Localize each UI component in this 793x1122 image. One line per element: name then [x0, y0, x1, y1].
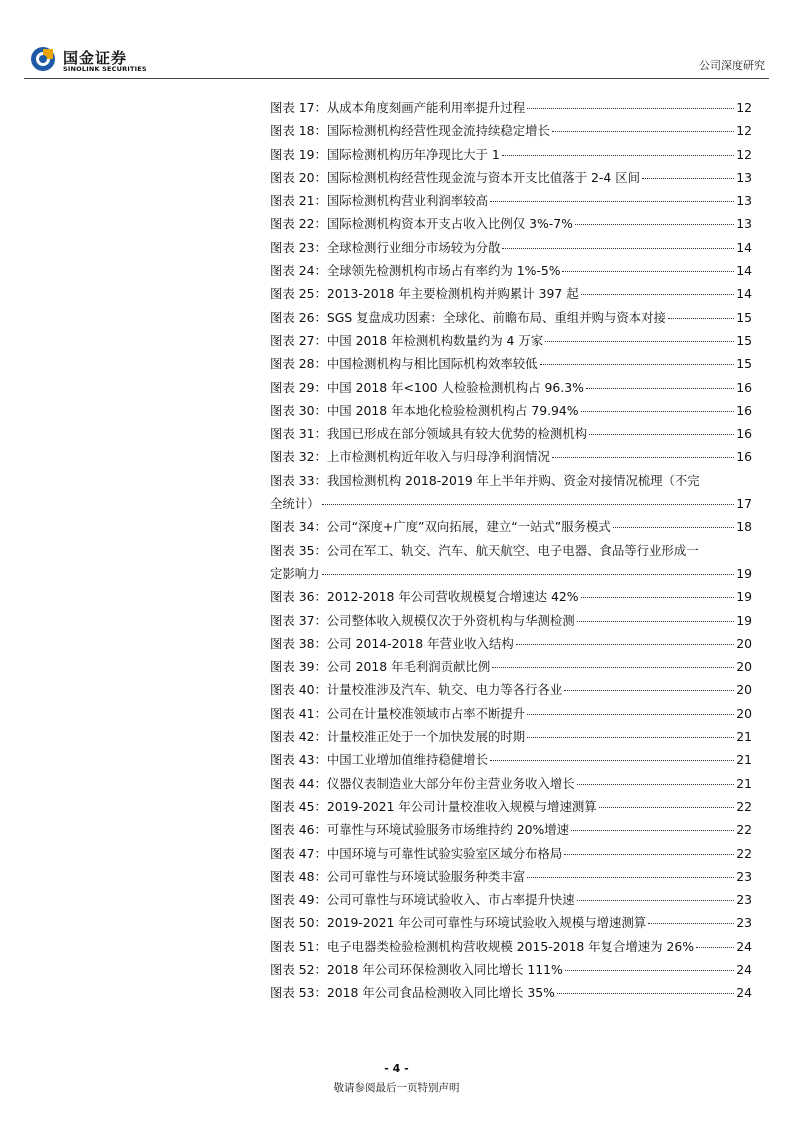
toc-entry[interactable]	[270, 795, 752, 818]
toc-entry[interactable]	[270, 469, 752, 516]
toc-entry-title: 计量校准正处于一个加快发展的时期	[326, 729, 526, 745]
toc-entry[interactable]	[270, 399, 752, 422]
toc-entry-title: 中国环境与可靠性试验实验室区域分布格局	[326, 845, 563, 861]
toc-entry-prefix: 图表 45：	[270, 798, 327, 814]
toc-leader-dots	[696, 947, 734, 948]
toc-entry-title: 2018 年公司环保检测收入同比增长 111%	[326, 961, 563, 977]
toc-leader-dots	[490, 201, 734, 202]
toc-leader-dots	[648, 923, 734, 924]
toc-entry[interactable]	[270, 888, 752, 911]
toc-entry-page: 13	[736, 169, 752, 185]
toc-entry[interactable]	[270, 306, 752, 329]
toc-entry-prefix: 图表 43：	[270, 752, 327, 768]
toc-entry-prefix: 图表 37：	[270, 612, 327, 628]
toc-entry-title: 2013-2018 年主要检测机构并购累计 397 起	[326, 286, 579, 302]
toc-leader-dots	[586, 388, 734, 389]
toc-entry-page: 12	[736, 123, 752, 139]
toc-entry[interactable]	[270, 981, 752, 1004]
logo-text-en: SINOLINK SECURITIES	[63, 65, 147, 73]
toc-entry-prefix: 图表 33：	[270, 472, 327, 488]
toc-entry-line	[270, 376, 752, 399]
toc-entry-line	[270, 259, 752, 282]
toc-entry-line	[270, 818, 752, 841]
toc-entry-page: 15	[736, 356, 752, 372]
toc-entry-title: 中国检测机构与相比国际机构效率较低	[326, 356, 538, 372]
header-divider	[24, 78, 769, 79]
toc-entry-title: 公司“深度+广度”双向拓展，建立“一站式”服务模式	[326, 519, 611, 535]
company-logo	[30, 46, 210, 78]
toc-leader-dots	[552, 457, 734, 458]
toc-entry[interactable]	[270, 585, 752, 608]
toc-entry[interactable]	[270, 748, 752, 771]
toc-entry-prefix: 图表 34：	[270, 519, 327, 535]
toc-entry-page: 22	[736, 822, 752, 838]
page-number: - 4 -	[384, 1062, 409, 1075]
toc-entry-title: 国际检测机构经营性现金流持续稳定增长	[326, 123, 550, 139]
toc-leader-dots	[564, 854, 734, 855]
toc-leader-dots	[557, 993, 734, 994]
toc-entry[interactable]	[270, 702, 752, 725]
toc-entry-title-cont: 全统计）	[270, 496, 320, 512]
toc-entry-prefix: 图表 38：	[270, 635, 327, 651]
toc-entry[interactable]	[270, 143, 752, 166]
toc-entry[interactable]	[270, 236, 752, 259]
toc-entry-title: 从成本角度刻画产能利用率提升过程	[326, 100, 526, 115]
toc-entry[interactable]	[270, 772, 752, 795]
toc-leader-dots	[502, 155, 734, 156]
toc-leader-dots	[581, 597, 735, 598]
toc-entry-line	[270, 888, 752, 911]
toc-entry-title: 2012-2018 年公司营收规模复合增速达 42%	[326, 589, 579, 605]
toc-entry-line2	[270, 492, 752, 515]
toc-entry-title: 全球检测行业细分市场较为分散	[326, 239, 501, 255]
toc-entry-page: 18	[736, 519, 752, 535]
toc-leader-dots	[577, 900, 735, 901]
toc-entry-title: 国际检测机构历年净现比大于 1	[326, 146, 500, 162]
toc-entry-line	[270, 725, 752, 748]
toc-entry-prefix: 图表 46：	[270, 822, 327, 838]
toc-entry-title: 2018 年公司食品检测收入同比增长 35%	[326, 985, 555, 1001]
toc-entry-page: 20	[736, 682, 752, 698]
toc-entry-line	[270, 772, 752, 795]
toc-entry-title: 中国 2018 年检测机构数量约为 4 万家	[326, 332, 544, 348]
toc-entry-line	[270, 236, 752, 259]
toc-entry-title: 国际检测机构营业利润率较高	[326, 193, 488, 209]
toc-entry-page: 13	[736, 216, 752, 232]
toc-entry-page: 19	[736, 612, 752, 628]
toc-entry-line	[270, 282, 752, 305]
page-header	[24, 40, 769, 80]
toc-entry-title: 可靠性与环境试验服务市场维持约 20%增速	[326, 822, 570, 838]
toc-entry-line	[270, 329, 752, 352]
toc-leader-dots	[577, 621, 735, 622]
toc-entry-title: 公司可靠性与环境试验服务种类丰富	[326, 868, 526, 884]
toc-leader-dots	[527, 737, 734, 738]
toc-entry[interactable]	[270, 842, 752, 865]
toc-entry-title: 我国已形成在部分领域具有较大优势的检测机构	[326, 426, 588, 442]
toc-entry-title: 中国 2018 年本地化检验检测机构占 79.94%	[326, 402, 579, 418]
toc-entry-title: 公司可靠性与环境试验收入、市占率提升快速	[326, 892, 575, 908]
toc-entry-title: 电子电器类检验检测机构营收规模 2015-2018 年复合增速为 26%	[326, 938, 694, 954]
toc-entry-page: 14	[736, 286, 752, 302]
toc-entry-page: 21	[736, 729, 752, 745]
toc-entry[interactable]	[270, 958, 752, 981]
disclaimer-note: 敬请参阅最后一页特别声明	[333, 1082, 460, 1094]
toc-entry-prefix: 图表 27：	[270, 332, 327, 348]
toc-entry-prefix: 图表 53：	[270, 985, 327, 1001]
toc-entry-prefix: 图表 36：	[270, 589, 327, 605]
toc-entry-line	[270, 352, 752, 375]
toc-entry-prefix: 图表 22：	[270, 216, 327, 232]
toc-leader-dots	[575, 224, 734, 225]
toc-entry-line	[270, 609, 752, 632]
toc-entry[interactable]	[270, 655, 752, 678]
toc-entry-line	[270, 981, 752, 1004]
toc-entry-line2	[270, 562, 752, 585]
toc-entry-title: 我国检测机构 2018-2019 年上半年并购、资金对接情况梳理（不完	[326, 472, 700, 488]
toc-entry-line	[270, 795, 752, 818]
toc-entry[interactable]	[270, 632, 752, 655]
toc-entry-title: 2019-2021 年公司可靠性与环境试验收入规模与增速测算	[326, 915, 647, 931]
toc-entry-title: 公司 2018 年毛利润贡献比例	[326, 659, 491, 675]
toc-entry-prefix: 图表 47：	[270, 845, 327, 861]
toc-leader-dots	[581, 294, 735, 295]
toc-entry-page: 12	[736, 146, 752, 162]
toc-entry-line	[270, 865, 752, 888]
toc-leader-dots	[613, 527, 734, 528]
toc-entry-line	[270, 678, 752, 701]
toc-entry-title: 仪器仪表制造业大部分年份主营业务收入增长	[326, 775, 575, 791]
toc-entry-prefix: 图表 51：	[270, 938, 327, 954]
toc-leader-dots	[516, 644, 734, 645]
toc-entry-title: 公司 2014-2018 年营业收入结构	[326, 635, 514, 651]
toc-entry-line	[270, 143, 752, 166]
toc-entry[interactable]	[270, 352, 752, 375]
toc-leader-dots	[545, 341, 734, 342]
toc-entry-prefix: 图表 40：	[270, 682, 327, 698]
toc-entry-prefix: 图表 26：	[270, 309, 327, 325]
toc-entry-prefix: 图表 48：	[270, 868, 327, 884]
toc-entry[interactable]	[270, 282, 752, 305]
toc-leader-dots	[564, 690, 734, 691]
toc-entry-page: 23	[736, 892, 752, 908]
toc-entry-title: 国际检测机构经营性现金流与资本开支比值落于 2-4 区间	[326, 169, 640, 185]
toc-entry-title: 公司在军工、轨交、汽车、航天航空、电子电器、食品等行业形成一	[326, 542, 699, 558]
toc-leader-dots	[642, 178, 734, 179]
toc-entry[interactable]	[270, 96, 752, 119]
toc-entry[interactable]	[270, 189, 752, 212]
toc-entry-prefix: 图表 23：	[270, 239, 327, 255]
toc-leader-dots	[577, 784, 735, 785]
toc-leader-dots	[562, 271, 734, 272]
toc-entry-title: 公司整体收入规模仅次于外资机构与华测检测	[326, 612, 575, 628]
toc-entry-line	[270, 119, 752, 142]
toc-leader-dots	[322, 504, 735, 505]
toc-entry-prefix: 图表 41：	[270, 705, 327, 721]
toc-entry[interactable]	[270, 376, 752, 399]
toc-entry-line	[270, 632, 752, 655]
toc-entry-page: 24	[736, 985, 752, 1001]
toc-entry-page: 16	[736, 402, 752, 418]
report-type-label: 公司深度研究	[699, 59, 765, 72]
toc-entry-line	[270, 935, 752, 958]
toc-entry[interactable]	[270, 422, 752, 445]
toc-entry-line	[270, 585, 752, 608]
toc-entry-page: 20	[736, 705, 752, 721]
toc-entry[interactable]	[270, 609, 752, 632]
toc-leader-dots	[492, 667, 734, 668]
toc-entry[interactable]	[270, 678, 752, 701]
logo-mark-icon	[30, 46, 56, 72]
toc-entry-page: 15	[736, 332, 752, 348]
toc-entry[interactable]	[270, 539, 752, 586]
toc-leader-dots	[668, 318, 734, 319]
toc-leader-dots	[527, 714, 734, 715]
toc-entry-prefix: 图表 28：	[270, 356, 327, 372]
toc-entry[interactable]	[270, 259, 752, 282]
toc-entry-prefix: 图表 25：	[270, 286, 327, 302]
toc-entry[interactable]	[270, 212, 752, 235]
toc-entry[interactable]	[270, 911, 752, 934]
toc-entry-line	[270, 958, 752, 981]
toc-leader-dots	[552, 131, 734, 132]
toc-leader-dots	[322, 574, 735, 575]
toc-entry-line	[270, 306, 752, 329]
toc-entry-page: 20	[736, 659, 752, 675]
toc-entry-prefix: 图表 49：	[270, 892, 327, 908]
toc-leader-dots	[571, 830, 734, 831]
toc-entry[interactable]	[270, 515, 752, 538]
toc-entry[interactable]	[270, 865, 752, 888]
toc-entry-page: 16	[736, 449, 752, 465]
toc-entry-line	[270, 748, 752, 771]
toc-entry-page: 19	[736, 589, 752, 605]
toc-entry-page: 15	[736, 309, 752, 325]
toc-entry-title: 国际检测机构资本开支占收入比例仅 3%-7%	[326, 216, 573, 232]
toc-entry-prefix: 图表 42：	[270, 729, 327, 745]
toc-entry-page: 23	[736, 868, 752, 884]
toc-entry-page: 21	[736, 752, 752, 768]
toc-entry[interactable]	[270, 119, 752, 142]
toc-entry-title: 上市检测机构近年收入与归母净利润情况	[326, 449, 550, 465]
toc-entry-page: 16	[736, 379, 752, 395]
toc-entry-line	[270, 96, 752, 119]
toc-entry-line	[270, 655, 752, 678]
toc-entry-line1	[270, 539, 752, 562]
toc-entry-page: 21	[736, 775, 752, 791]
toc-entry-page: 23	[736, 915, 752, 931]
toc-entry-prefix: 图表 35：	[270, 542, 327, 558]
toc-entry-title: 中国工业增加值维持稳健增长	[326, 752, 488, 768]
toc-entry[interactable]	[270, 329, 752, 352]
toc-entry-title: 中国 2018 年<100 人检验检测机构占 96.3%	[326, 379, 584, 395]
toc-entry-prefix: 图表 30：	[270, 402, 327, 418]
toc-entry-page: 24	[736, 961, 752, 977]
toc-entry-line	[270, 702, 752, 725]
toc-leader-dots	[502, 248, 734, 249]
toc-entry-prefix: 图表 31：	[270, 426, 327, 442]
toc-entry-prefix: 图表 21：	[270, 193, 327, 209]
toc-leader-dots	[540, 364, 735, 365]
figure-list	[270, 96, 752, 1005]
toc-entry-line	[270, 445, 752, 468]
toc-entry-prefix: 图表 20：	[270, 169, 327, 185]
toc-entry-prefix: 图表 19：	[270, 146, 327, 162]
toc-entry-page: 20	[736, 635, 752, 651]
toc-entry[interactable]	[270, 818, 752, 841]
toc-leader-dots	[527, 108, 734, 109]
toc-leader-dots	[490, 760, 734, 761]
toc-entry-title: 全球领先检测机构市场占有率约为 1%-5%	[326, 263, 561, 279]
toc-entry-prefix: 图表 52：	[270, 961, 327, 977]
toc-entry-prefix: 图表 32：	[270, 449, 327, 465]
toc-entry-prefix: 图表 24：	[270, 263, 327, 279]
toc-entry-prefix: 图表 50：	[270, 915, 327, 931]
toc-entry[interactable]	[270, 445, 752, 468]
toc-leader-dots	[527, 877, 734, 878]
toc-entry-prefix: 图表 44：	[270, 775, 327, 791]
logo-text-cn: 国金证券	[63, 49, 128, 67]
toc-entry[interactable]	[270, 166, 752, 189]
toc-entry-line	[270, 842, 752, 865]
toc-entry[interactable]	[270, 725, 752, 748]
toc-entry-line	[270, 189, 752, 212]
toc-entry-line	[270, 422, 752, 445]
toc-entry-line	[270, 515, 752, 538]
toc-entry-line	[270, 399, 752, 422]
toc-entry-line	[270, 212, 752, 235]
toc-entry-prefix: 图表 39：	[270, 659, 327, 675]
toc-entry-page: 14	[736, 263, 752, 279]
toc-entry-page: 17	[736, 496, 752, 512]
toc-entry-title: 计量校准涉及汽车、轨交、电力等各行各业	[326, 682, 563, 698]
toc-entry-page: 12	[736, 100, 752, 115]
toc-entry-prefix: 图表 17：	[270, 100, 327, 115]
toc-entry-title: SGS 复盘成功因素：全球化、前瞻布局、重组并购与资本对接	[326, 309, 666, 325]
toc-entry-line	[270, 911, 752, 934]
toc-entry-line1	[270, 469, 752, 492]
toc-leader-dots	[581, 411, 735, 412]
toc-entry-title-cont: 定影响力	[270, 565, 320, 581]
toc-leader-dots	[565, 970, 734, 971]
toc-entry-prefix: 图表 29：	[270, 379, 327, 395]
toc-entry-title: 2019-2021 年公司计量校准收入规模与增速测算	[326, 798, 597, 814]
toc-entry-page: 14	[736, 239, 752, 255]
toc-entry-page: 13	[736, 193, 752, 209]
toc-entry-page: 16	[736, 426, 752, 442]
toc-entry-page: 22	[736, 798, 752, 814]
toc-entry-title: 公司在计量校准领域市占率不断提升	[326, 705, 526, 721]
toc-entry-page: 22	[736, 845, 752, 861]
toc-entry[interactable]	[270, 935, 752, 958]
toc-leader-dots	[599, 807, 735, 808]
toc-entry-page: 19	[736, 565, 752, 581]
toc-leader-dots	[589, 434, 734, 435]
toc-entry-prefix: 图表 18：	[270, 123, 327, 139]
toc-entry-page: 24	[736, 938, 752, 954]
toc-entry-line	[270, 166, 752, 189]
